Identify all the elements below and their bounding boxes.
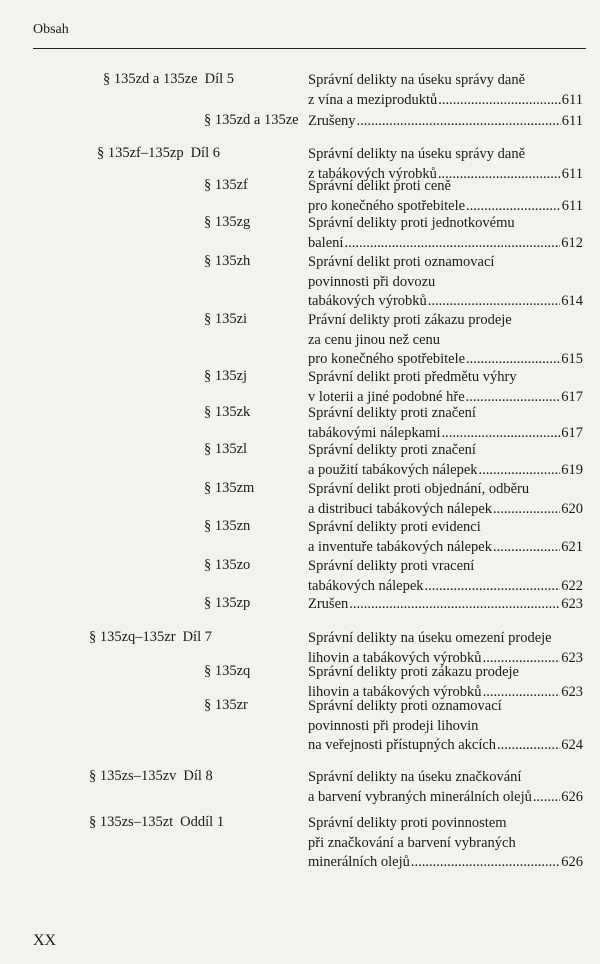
toc-entry-title xyxy=(308,480,583,519)
section-number: § 135zf xyxy=(204,177,248,193)
title-text: Správní delikt proti oznamovací xyxy=(308,254,495,270)
division-label: Díl 8 xyxy=(183,768,213,784)
title-text: a barvení vybraných minerálních olejů xyxy=(308,788,532,805)
section-number: § 135zd a 135ze xyxy=(103,71,198,87)
title-text: minerálních olejů xyxy=(308,854,410,871)
title-text: Správní delikt proti ceně xyxy=(308,178,451,194)
toc-entry-section xyxy=(204,311,247,328)
section-number: § 135zq xyxy=(204,663,251,679)
title-text: za cenu jinou než cenu xyxy=(308,331,441,348)
toc-entry-title xyxy=(308,368,583,407)
title-text: Správní delikty na úseku značkování xyxy=(308,769,522,785)
toc-entry-title xyxy=(308,557,583,596)
title-text: a použití tabákových nálepek xyxy=(308,461,478,478)
section-number: § 135zk xyxy=(204,404,251,420)
toc-entry-title xyxy=(308,177,583,216)
toc-entry-section xyxy=(204,253,250,270)
title-line xyxy=(308,350,583,370)
dot-leader xyxy=(425,577,561,597)
dot-leader xyxy=(493,500,560,520)
dot-leader xyxy=(497,736,560,756)
title-line xyxy=(308,441,583,461)
title-text: Správní delikty proti značení xyxy=(308,405,476,421)
title-line xyxy=(308,177,583,197)
title-line xyxy=(308,331,583,351)
title-text: Správní delikty proti oznamovací xyxy=(308,698,502,714)
page-number: 623 xyxy=(561,683,583,700)
title-text: Zrušeny xyxy=(308,113,356,129)
title-line xyxy=(308,853,583,873)
toc-entry-section xyxy=(204,697,248,714)
dot-leader xyxy=(349,595,560,615)
title-text: tabákových výrobků xyxy=(308,293,427,310)
title-text: Správní delikty proti vracení xyxy=(308,558,475,574)
section-number: § 135zp xyxy=(204,595,251,611)
title-text: Správní delikty na úseku omezení prodeje xyxy=(308,630,552,646)
section-number: § 135zf–135zp xyxy=(97,145,184,161)
title-text: Správní delikty na úseku správy daně xyxy=(308,146,526,162)
title-line xyxy=(308,273,583,293)
title-line xyxy=(308,697,583,717)
page-number: 620 xyxy=(561,500,583,517)
title-text: povinnosti při prodeji lihovin xyxy=(308,717,479,734)
title-text: balení xyxy=(308,234,344,251)
dot-leader xyxy=(357,112,561,132)
title-text: pro konečného spotřebitele xyxy=(308,197,466,214)
title-text: Správní delikty proti povinnostem xyxy=(308,815,507,831)
page-number: 611 xyxy=(561,91,583,108)
toc-entry-section xyxy=(204,177,248,194)
header-rule xyxy=(33,48,586,49)
title-text: Správní delikt proti objednání, odběru xyxy=(308,481,530,497)
title-line xyxy=(308,736,583,756)
page-folio: XX xyxy=(33,932,57,949)
page-number: 622 xyxy=(561,577,583,594)
page-number: 615 xyxy=(561,351,583,368)
title-line xyxy=(308,788,583,808)
title-text: z tabákových výrobků xyxy=(308,165,437,182)
title-line xyxy=(308,145,583,165)
title-line xyxy=(308,253,583,273)
title-text: Zrušen xyxy=(308,596,349,612)
toc-entry-section xyxy=(89,768,213,785)
section-number: § 135zh xyxy=(204,253,251,269)
title-line xyxy=(308,311,583,331)
toc-entry-title xyxy=(308,214,583,253)
dot-leader xyxy=(493,538,560,558)
page-number: 617 xyxy=(561,424,583,441)
toc-entry-title xyxy=(308,697,583,756)
toc-entry-title xyxy=(308,518,583,557)
toc-entry-section xyxy=(204,663,250,680)
page-number: 611 xyxy=(561,197,583,214)
toc-entry-title xyxy=(308,595,583,615)
title-line xyxy=(308,500,583,520)
page-number: 617 xyxy=(561,388,583,405)
toc-entry-title xyxy=(308,404,583,443)
division-label: Díl 5 xyxy=(204,71,235,87)
title-text: Správní delikty proti značení xyxy=(308,442,476,458)
title-line xyxy=(308,404,583,424)
page-number: 612 xyxy=(561,234,583,251)
toc-entry-section xyxy=(204,404,250,421)
title-text: tabákovými nálepkami xyxy=(308,424,441,441)
title-line xyxy=(308,214,583,234)
dot-leader xyxy=(466,350,560,370)
toc-entry-section xyxy=(204,518,250,535)
section-number: § 135zl xyxy=(204,441,248,457)
title-line xyxy=(308,461,583,481)
title-text: Právní delikty proti zákazu prodeje xyxy=(308,312,512,328)
section-number: § 135zg xyxy=(204,214,251,230)
title-line xyxy=(308,557,583,577)
toc-entry-section xyxy=(89,814,224,831)
title-line xyxy=(308,292,583,312)
section-number: § 135zm xyxy=(204,480,255,496)
dot-leader xyxy=(428,292,560,312)
section-number: § 135zr xyxy=(204,697,248,713)
title-line xyxy=(308,814,583,834)
title-line xyxy=(308,480,583,500)
title-text: a distribuci tabákových nálepek xyxy=(308,500,493,517)
title-line xyxy=(308,368,583,388)
dot-leader xyxy=(344,234,560,254)
section-number: § 135zi xyxy=(204,311,248,327)
title-text: lihovin a tabákových výrobků xyxy=(308,683,482,700)
title-line xyxy=(308,234,583,254)
toc-entry-section xyxy=(204,112,299,129)
section-number: § 135zj xyxy=(204,368,248,384)
toc-entry-title xyxy=(308,768,583,807)
title-text: Správní delikt proti předmětu výhry xyxy=(308,369,517,385)
page-header-title: Obsah xyxy=(33,22,69,37)
title-line xyxy=(308,663,583,683)
toc-entry-section xyxy=(204,595,250,612)
dot-leader xyxy=(438,91,561,111)
title-text: Správní delikty proti zákazu prodeje xyxy=(308,664,519,680)
toc-entry-section xyxy=(204,368,247,385)
toc-entry-section xyxy=(204,441,247,458)
title-text: tabákových nálepek xyxy=(308,577,424,594)
title-line xyxy=(308,112,583,132)
division-label: Díl 6 xyxy=(190,145,220,161)
toc-entry-title xyxy=(308,71,583,110)
toc-entry-section xyxy=(204,480,254,497)
page-number: 624 xyxy=(561,737,583,754)
toc-entry-section xyxy=(97,145,220,162)
page-number: 626 xyxy=(561,788,583,805)
toc-entry-title xyxy=(308,253,583,312)
title-text: z vína a meziproduktů xyxy=(308,91,438,108)
title-line xyxy=(308,518,583,538)
page-number: 623 xyxy=(561,649,583,666)
section-number: § 135zs–135zt xyxy=(89,814,174,830)
dot-leader xyxy=(479,461,561,481)
title-text: Správní delikty proti jednotkovému xyxy=(308,215,515,231)
title-line xyxy=(308,91,583,111)
toc-entry-title xyxy=(308,112,583,132)
title-text: povinnosti při dovozu xyxy=(308,273,436,290)
section-number: § 135zo xyxy=(204,557,251,573)
section-number: § 135zs–135zv xyxy=(89,768,177,784)
title-text: v loterii a jiné podobné hře xyxy=(308,388,465,405)
title-text: na veřejnosti přístupných akcích xyxy=(308,737,497,754)
title-text: při značkování a barvení vybraných xyxy=(308,834,516,851)
division-label: Oddíl 1 xyxy=(180,814,225,830)
toc-entry-title xyxy=(308,311,583,370)
title-line xyxy=(308,538,583,558)
dot-leader xyxy=(533,788,560,808)
title-text: lihovin a tabákových výrobků xyxy=(308,649,482,666)
title-line xyxy=(308,768,583,788)
section-number: § 135zn xyxy=(204,518,251,534)
toc-entry-title xyxy=(308,814,583,873)
title-line xyxy=(308,71,583,91)
title-line xyxy=(308,717,583,737)
page-number: 623 xyxy=(561,596,583,612)
page-number: 621 xyxy=(561,538,583,555)
page-number: 619 xyxy=(561,461,583,478)
title-text: a inventuře tabákových nálepek xyxy=(308,538,492,555)
toc-entry-title xyxy=(308,441,583,480)
page-number: 614 xyxy=(561,293,583,310)
division-label: Díl 7 xyxy=(182,629,212,645)
title-line xyxy=(308,834,583,854)
title-text: Správní delikty na úseku správy daně xyxy=(308,72,526,88)
section-number: § 135zq–135zr xyxy=(89,629,176,645)
title-line xyxy=(308,577,583,597)
toc-entry-section xyxy=(89,629,212,646)
title-text: Správní delikty proti evidenci xyxy=(308,519,481,535)
title-line xyxy=(308,629,583,649)
toc-entry-section xyxy=(103,71,234,88)
toc-entry-section xyxy=(204,214,250,231)
page-number: 611 xyxy=(561,113,583,129)
section-number: § 135zd a 135ze xyxy=(204,112,299,128)
page-number: 626 xyxy=(561,854,583,871)
page-number: 611 xyxy=(561,165,583,182)
title-line xyxy=(308,595,583,615)
dot-leader xyxy=(411,853,560,873)
toc-entry-section xyxy=(204,557,250,574)
title-text: pro konečného spotřebitele xyxy=(308,351,466,368)
